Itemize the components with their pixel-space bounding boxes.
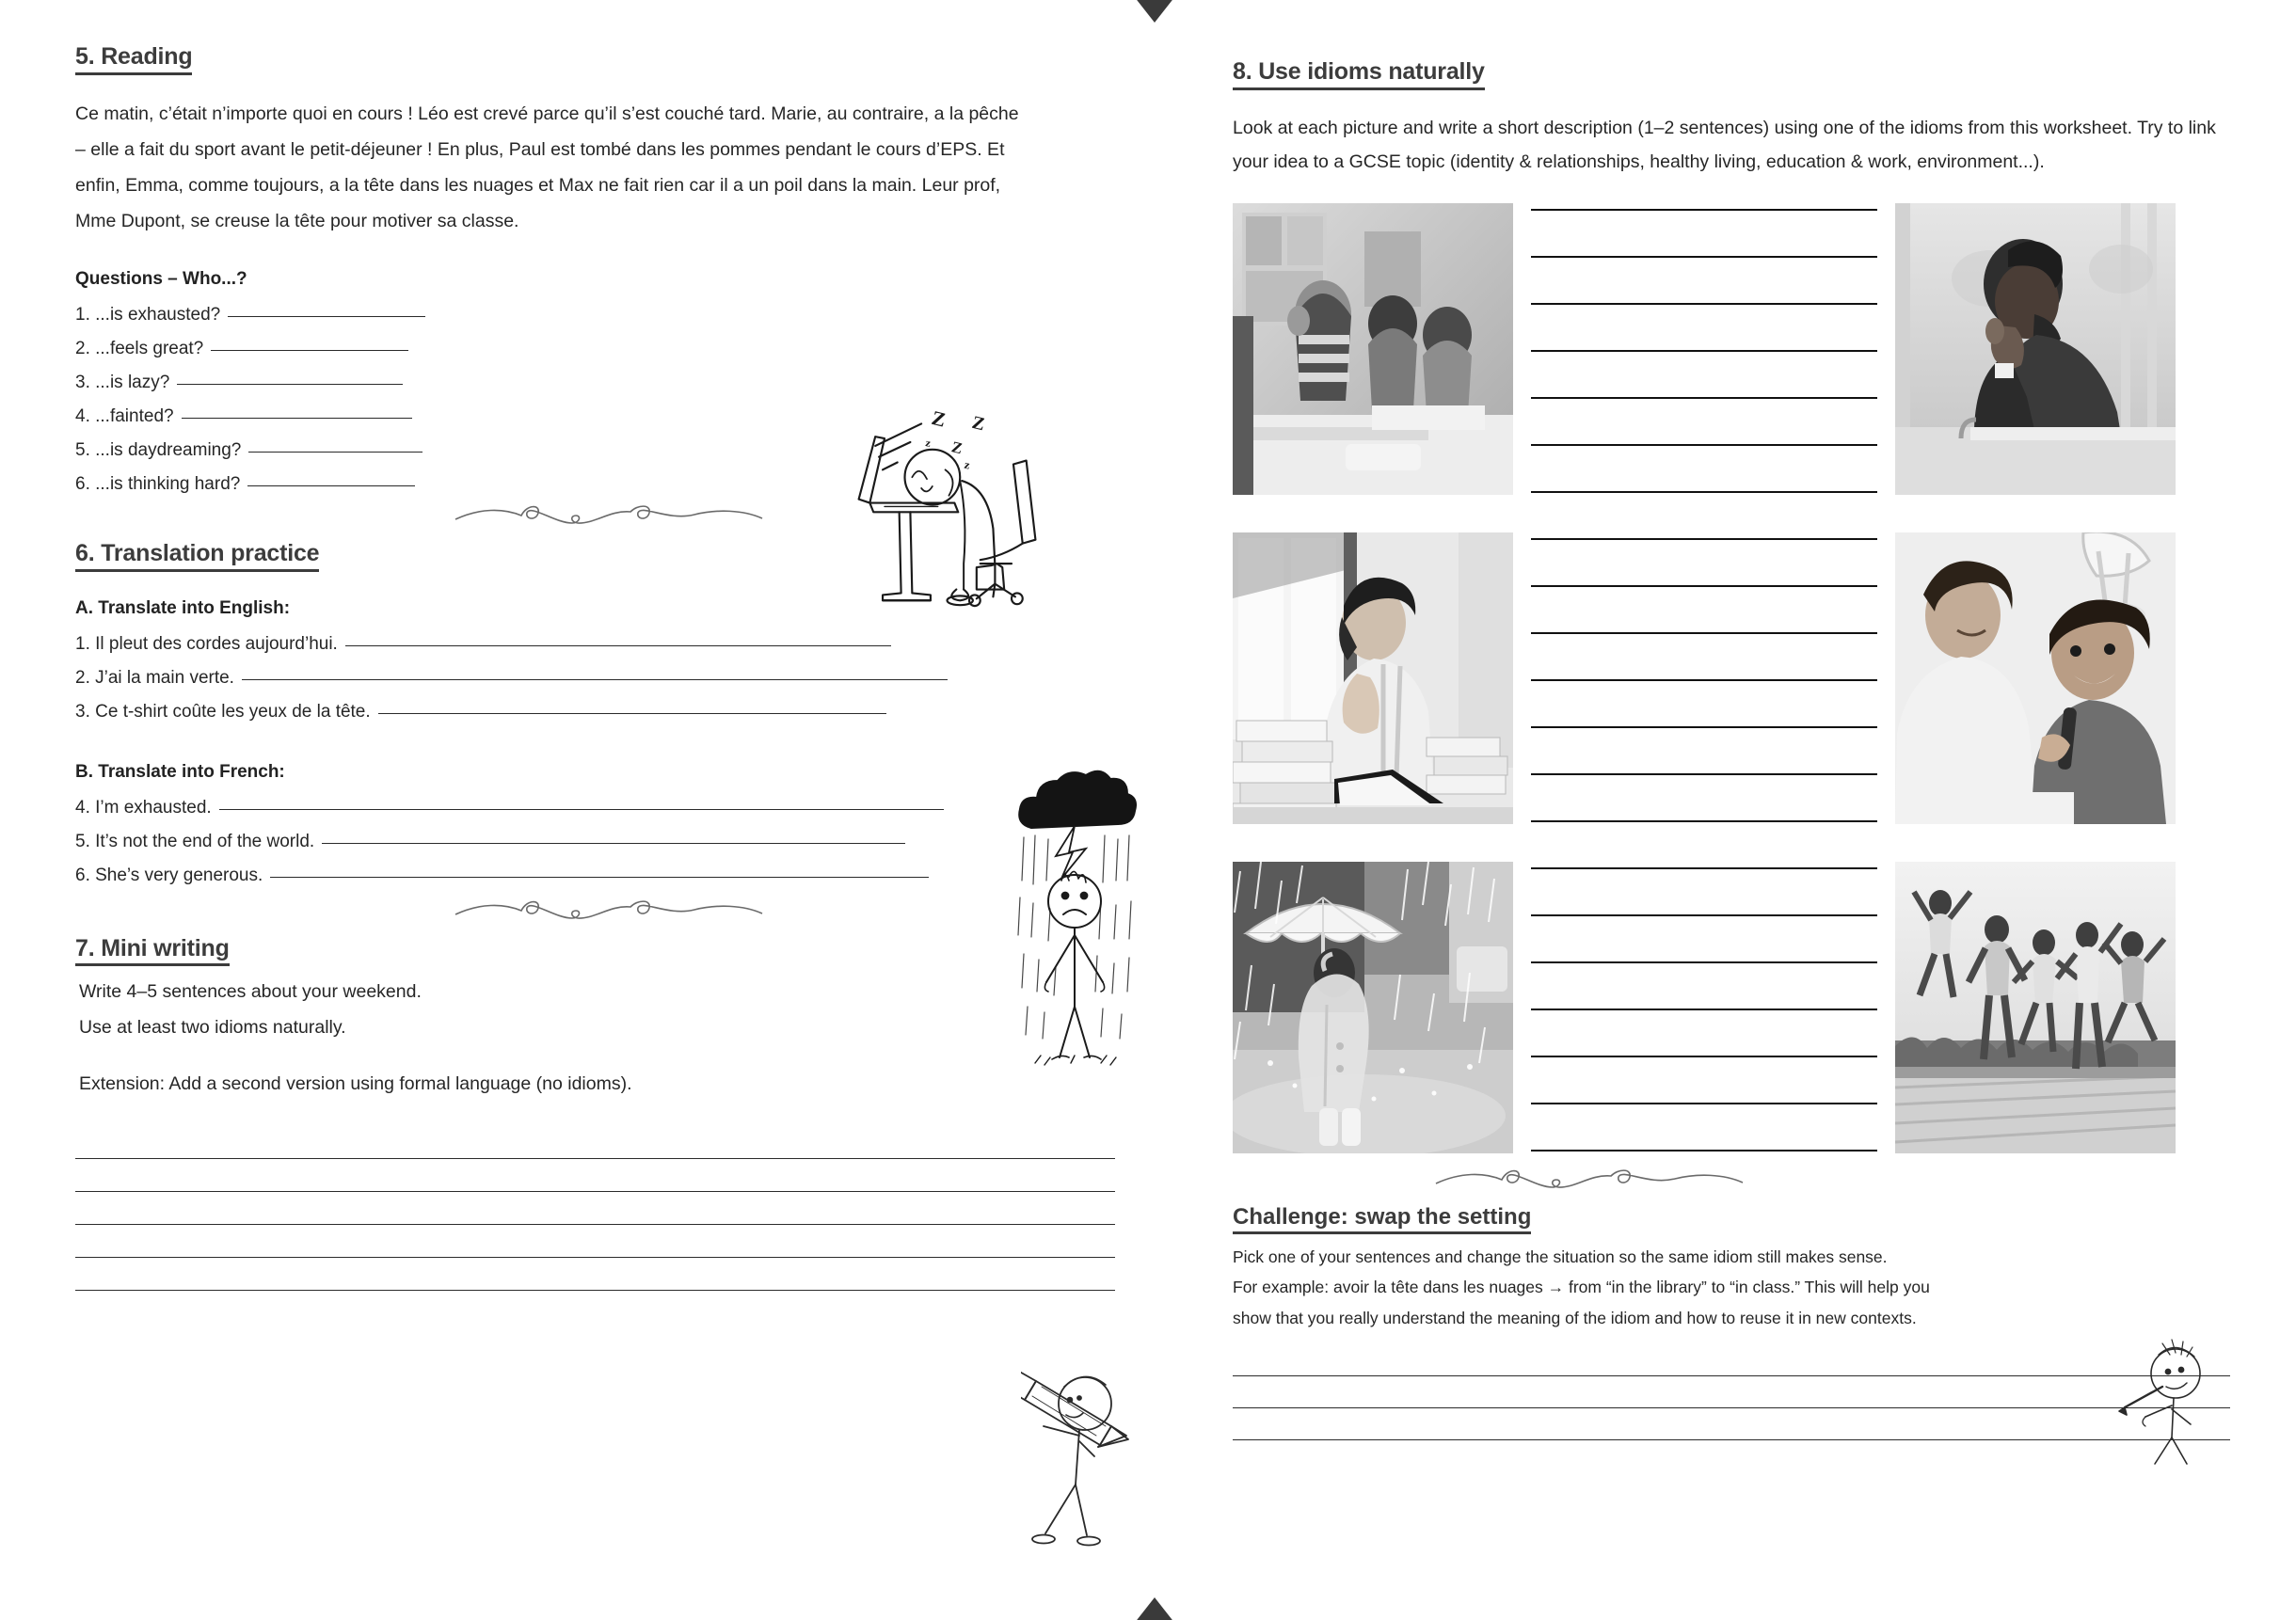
- child-with-umbrella-in-rain-photo: [1233, 862, 1513, 1153]
- mini-writing-answer-area: [75, 1126, 1110, 1291]
- answer-blank[interactable]: [270, 877, 929, 878]
- use-idioms-heading: 8. Use idioms naturally: [1233, 58, 1485, 90]
- challenge-heading: Challenge: swap the setting: [1233, 1204, 1531, 1234]
- writing-line[interactable]: [1531, 209, 1877, 211]
- translate-row: [75, 703, 1110, 721]
- man-praying-head-bowed-photo: [1895, 203, 2176, 495]
- writing-line[interactable]: [75, 1192, 1115, 1225]
- reading-passage: Ce matin, c’était n’importe quoi en cours ! Léo est crevé parce qu’il s’est couché tard. Marie, au contraire, a la pêche – elle a fait du sport avant le petit-déjeuner ! En plus, Paul est tombé dans les pommes pendant le cours d’EPS. Et enfin, Emma, comme toujours, a la tête dans les nuages et Max ne fait rien car il a un poil dans la main. Leur prof, Mme Dupont, se creuse la tête pour motiver sa classe.: [75, 103, 1019, 231]
- translate-prompt: 1. Il pleut des cordes aujourd’hui.: [75, 633, 338, 654]
- mini-writing-heading: 7. Mini writing: [75, 935, 230, 967]
- use-idioms-instructions: Look at each picture and write a short description (1–2 sentences) using one of the idioms from this worksheet. Try to link your idea to a GCSE topic (identity & relationships, healthy living, education & work, environment...).: [1233, 117, 2216, 172]
- writing-line[interactable]: [1531, 961, 1877, 963]
- answer-blank[interactable]: [242, 679, 948, 680]
- writing-line[interactable]: [1531, 773, 1877, 775]
- answer-blank[interactable]: [322, 843, 905, 844]
- question-row: [75, 306, 1110, 324]
- pencil-carrier-doodle: [1021, 1325, 1209, 1564]
- writing-line[interactable]: [1233, 1408, 2230, 1440]
- svg-text:Z: Z: [929, 405, 949, 432]
- description-lines-cell: [1514, 862, 1894, 1153]
- challenge-line-2: For example: avoir la tête dans les nuages → from “in the library” to “in class.” This will help you: [1233, 1278, 1930, 1297]
- mini-writing-line-2: Use at least two idioms naturally.: [79, 1017, 346, 1039]
- question-label: 5. ...is daydreaming?: [75, 439, 242, 460]
- answer-blank[interactable]: [211, 350, 408, 351]
- writing-line[interactable]: [1531, 1150, 1877, 1151]
- student-stressed-in-classroom-photo: [1233, 203, 1513, 495]
- writing-line[interactable]: [75, 1159, 1115, 1192]
- squiggle-divider-icon: [452, 897, 1110, 929]
- writing-line[interactable]: [1531, 585, 1877, 587]
- friends-jumping-outdoors-photo: [1895, 862, 2176, 1153]
- right-column: [1233, 58, 2240, 1440]
- translate-row: [75, 669, 1110, 687]
- young-man-daydreaming-with-books-photo: [1233, 532, 1513, 824]
- writing-line[interactable]: [1531, 444, 1877, 446]
- writing-line[interactable]: [1531, 350, 1877, 352]
- answer-blank[interactable]: [248, 452, 423, 453]
- left-column: [75, 43, 1110, 1291]
- writing-line[interactable]: [75, 1225, 1115, 1258]
- translate-into-english-label: A. Translate into English:: [75, 597, 291, 618]
- writing-line[interactable]: [1531, 867, 1877, 869]
- writing-line[interactable]: [1233, 1344, 2230, 1376]
- translate-prompt: 5. It’s not the end of the world.: [75, 831, 315, 851]
- svg-text:z: z: [963, 457, 972, 472]
- woman-and-child-smiling-photo: [1895, 532, 2176, 824]
- answer-blank[interactable]: [219, 809, 944, 810]
- writing-line[interactable]: [75, 1126, 1115, 1159]
- challenge-answer-area: [1233, 1344, 2240, 1440]
- writing-line[interactable]: [1531, 256, 1877, 258]
- translate-prompt: 2. J’ai la main verte.: [75, 667, 234, 688]
- writing-line[interactable]: [1531, 303, 1877, 305]
- answer-blank[interactable]: [247, 485, 415, 486]
- writing-line[interactable]: [1531, 726, 1877, 728]
- question-label: 3. ...is lazy?: [75, 372, 170, 392]
- svg-text:Z: Z: [949, 437, 965, 458]
- description-lines-cell: [1514, 532, 1894, 824]
- translate-row: [75, 799, 1110, 817]
- translate-prompt: 3. Ce t-shirt coûte les yeux de la tête.: [75, 701, 371, 722]
- writing-line[interactable]: [1531, 632, 1877, 634]
- sleeping-at-desk-doodle: [842, 400, 1054, 611]
- answer-blank[interactable]: [177, 384, 403, 385]
- writing-line[interactable]: [1531, 1103, 1877, 1104]
- page-bottom-marker-icon: [1134, 1597, 1175, 1620]
- question-label: 6. ...is thinking hard?: [75, 473, 241, 494]
- answer-blank[interactable]: [228, 316, 425, 317]
- translate-prompt: 6. She’s very generous.: [75, 865, 263, 885]
- translate-french-list: [75, 799, 1110, 884]
- writing-line[interactable]: [1233, 1376, 2230, 1408]
- question-label: 2. ...feels great?: [75, 338, 204, 358]
- translate-row: [75, 833, 1110, 850]
- translation-heading: 6. Translation practice: [75, 540, 319, 572]
- writing-line[interactable]: [1531, 491, 1877, 493]
- challenge-line-1: Pick one of your sentences and change the situation so the same idiom still makes sense.: [1233, 1247, 1888, 1266]
- translate-row: [75, 635, 1110, 653]
- mini-writing-line-1: Write 4–5 sentences about your weekend.: [79, 981, 422, 1003]
- writing-line[interactable]: [1531, 820, 1877, 822]
- question-row: [75, 340, 1110, 357]
- translate-english-list: [75, 635, 1110, 721]
- writing-line[interactable]: [1531, 679, 1877, 681]
- rain-cloud-doodle: [1014, 770, 1137, 1075]
- writing-line[interactable]: [1531, 1056, 1877, 1057]
- page-top-marker-icon: [1134, 0, 1175, 23]
- question-row: [75, 373, 1110, 391]
- writing-line[interactable]: [1531, 397, 1877, 399]
- writing-line[interactable]: [75, 1258, 1115, 1291]
- translate-into-french-label: B. Translate into French:: [75, 761, 285, 782]
- svg-text:Z: Z: [969, 412, 987, 436]
- answer-blank[interactable]: [182, 418, 412, 419]
- description-lines-cell: [1514, 203, 1894, 495]
- question-label: 1. ...is exhausted?: [75, 304, 221, 325]
- answer-blank[interactable]: [378, 713, 886, 714]
- answer-blank[interactable]: [345, 645, 891, 646]
- writing-line[interactable]: [1531, 1009, 1877, 1010]
- squiggle-divider-icon: [1432, 1167, 2240, 1199]
- reading-heading: 5. Reading: [75, 43, 192, 75]
- translate-row: [75, 866, 1110, 884]
- question-label: 4. ...fainted?: [75, 405, 174, 426]
- translate-prompt: 4. I’m exhausted.: [75, 797, 212, 818]
- writing-line[interactable]: [1531, 538, 1877, 540]
- svg-text:z: z: [924, 437, 933, 451]
- mini-writing-extension: Extension: Add a second version using formal language (no idioms).: [79, 1073, 632, 1095]
- thinking-figure-doodle: [2117, 1334, 2221, 1466]
- questions-heading: Questions – Who...?: [75, 268, 247, 289]
- writing-line[interactable]: [1531, 914, 1877, 916]
- idiom-picture-grid: [1233, 203, 2240, 1153]
- challenge-line-3: show that you really understand the meaning of the idiom and how to reuse it in new contexts.: [1233, 1308, 1917, 1327]
